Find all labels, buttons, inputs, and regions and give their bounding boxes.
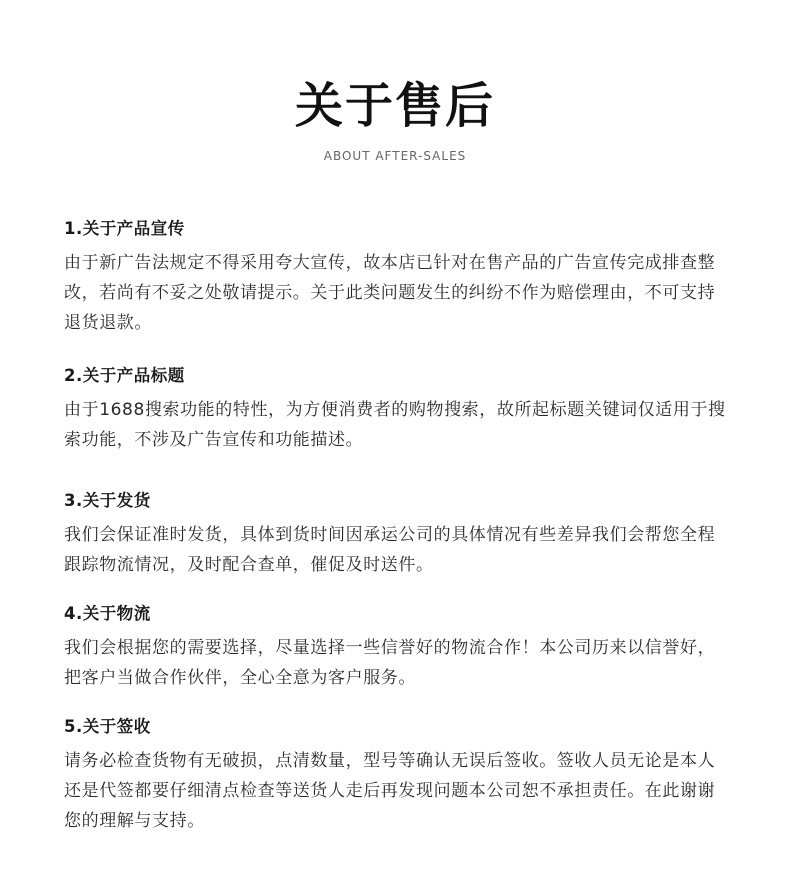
section-product-title xyxy=(64,365,732,455)
section-body: 请务必检查货物有无破损，点清数量，型号等确认无误后签收。签收人员无论是本人还是代签都要仔细清点检查等送货人走后再发现问题本公司恕不承担责任。在此谢谢您的理解与支持。 xyxy=(64,751,716,831)
section-body: 由于1688搜索功能的特性，为方便消费者的购物搜索，故所起标题关键词仅适用于搜索功能，不涉及广告宣传和功能描述。 xyxy=(64,400,726,450)
page-subtitle: ABOUT AFTER-SALES xyxy=(323,149,467,163)
section-title: 4.关于物流 xyxy=(64,604,151,623)
section-title: 1.关于产品宣传 xyxy=(64,219,185,238)
section-body: 我们会保证准时发货，具体到货时间因承运公司的具体情况有些差异我们会帮您全程跟踪物流情况，及时配合查单，催促及时送件。 xyxy=(64,525,716,575)
section-shipping xyxy=(64,490,732,580)
section-product-promotion xyxy=(64,218,732,338)
section-title: 2.关于产品标题 xyxy=(64,366,185,385)
section-title: 3.关于发货 xyxy=(64,491,151,510)
section-body: 我们会根据您的需要选择，尽量选择一些信誉好的物流合作！本公司历来以信誉好，把客户当做合作伙伴，全心全意为客户服务。 xyxy=(64,638,716,688)
section-receipt xyxy=(64,716,732,836)
page-title: 关于售后 xyxy=(294,78,495,134)
page-header xyxy=(0,78,790,164)
section-body: 由于新广告法规定不得采用夸大宣传，故本店已针对在售产品的广告宣传完成排查整改，若尚有不妥之处敬请提示。关于此类问题发生的纠纷不作为赔偿理由，不可支持退货退款。 xyxy=(64,253,716,333)
section-logistics xyxy=(64,603,732,693)
section-title: 5.关于签收 xyxy=(64,717,151,736)
